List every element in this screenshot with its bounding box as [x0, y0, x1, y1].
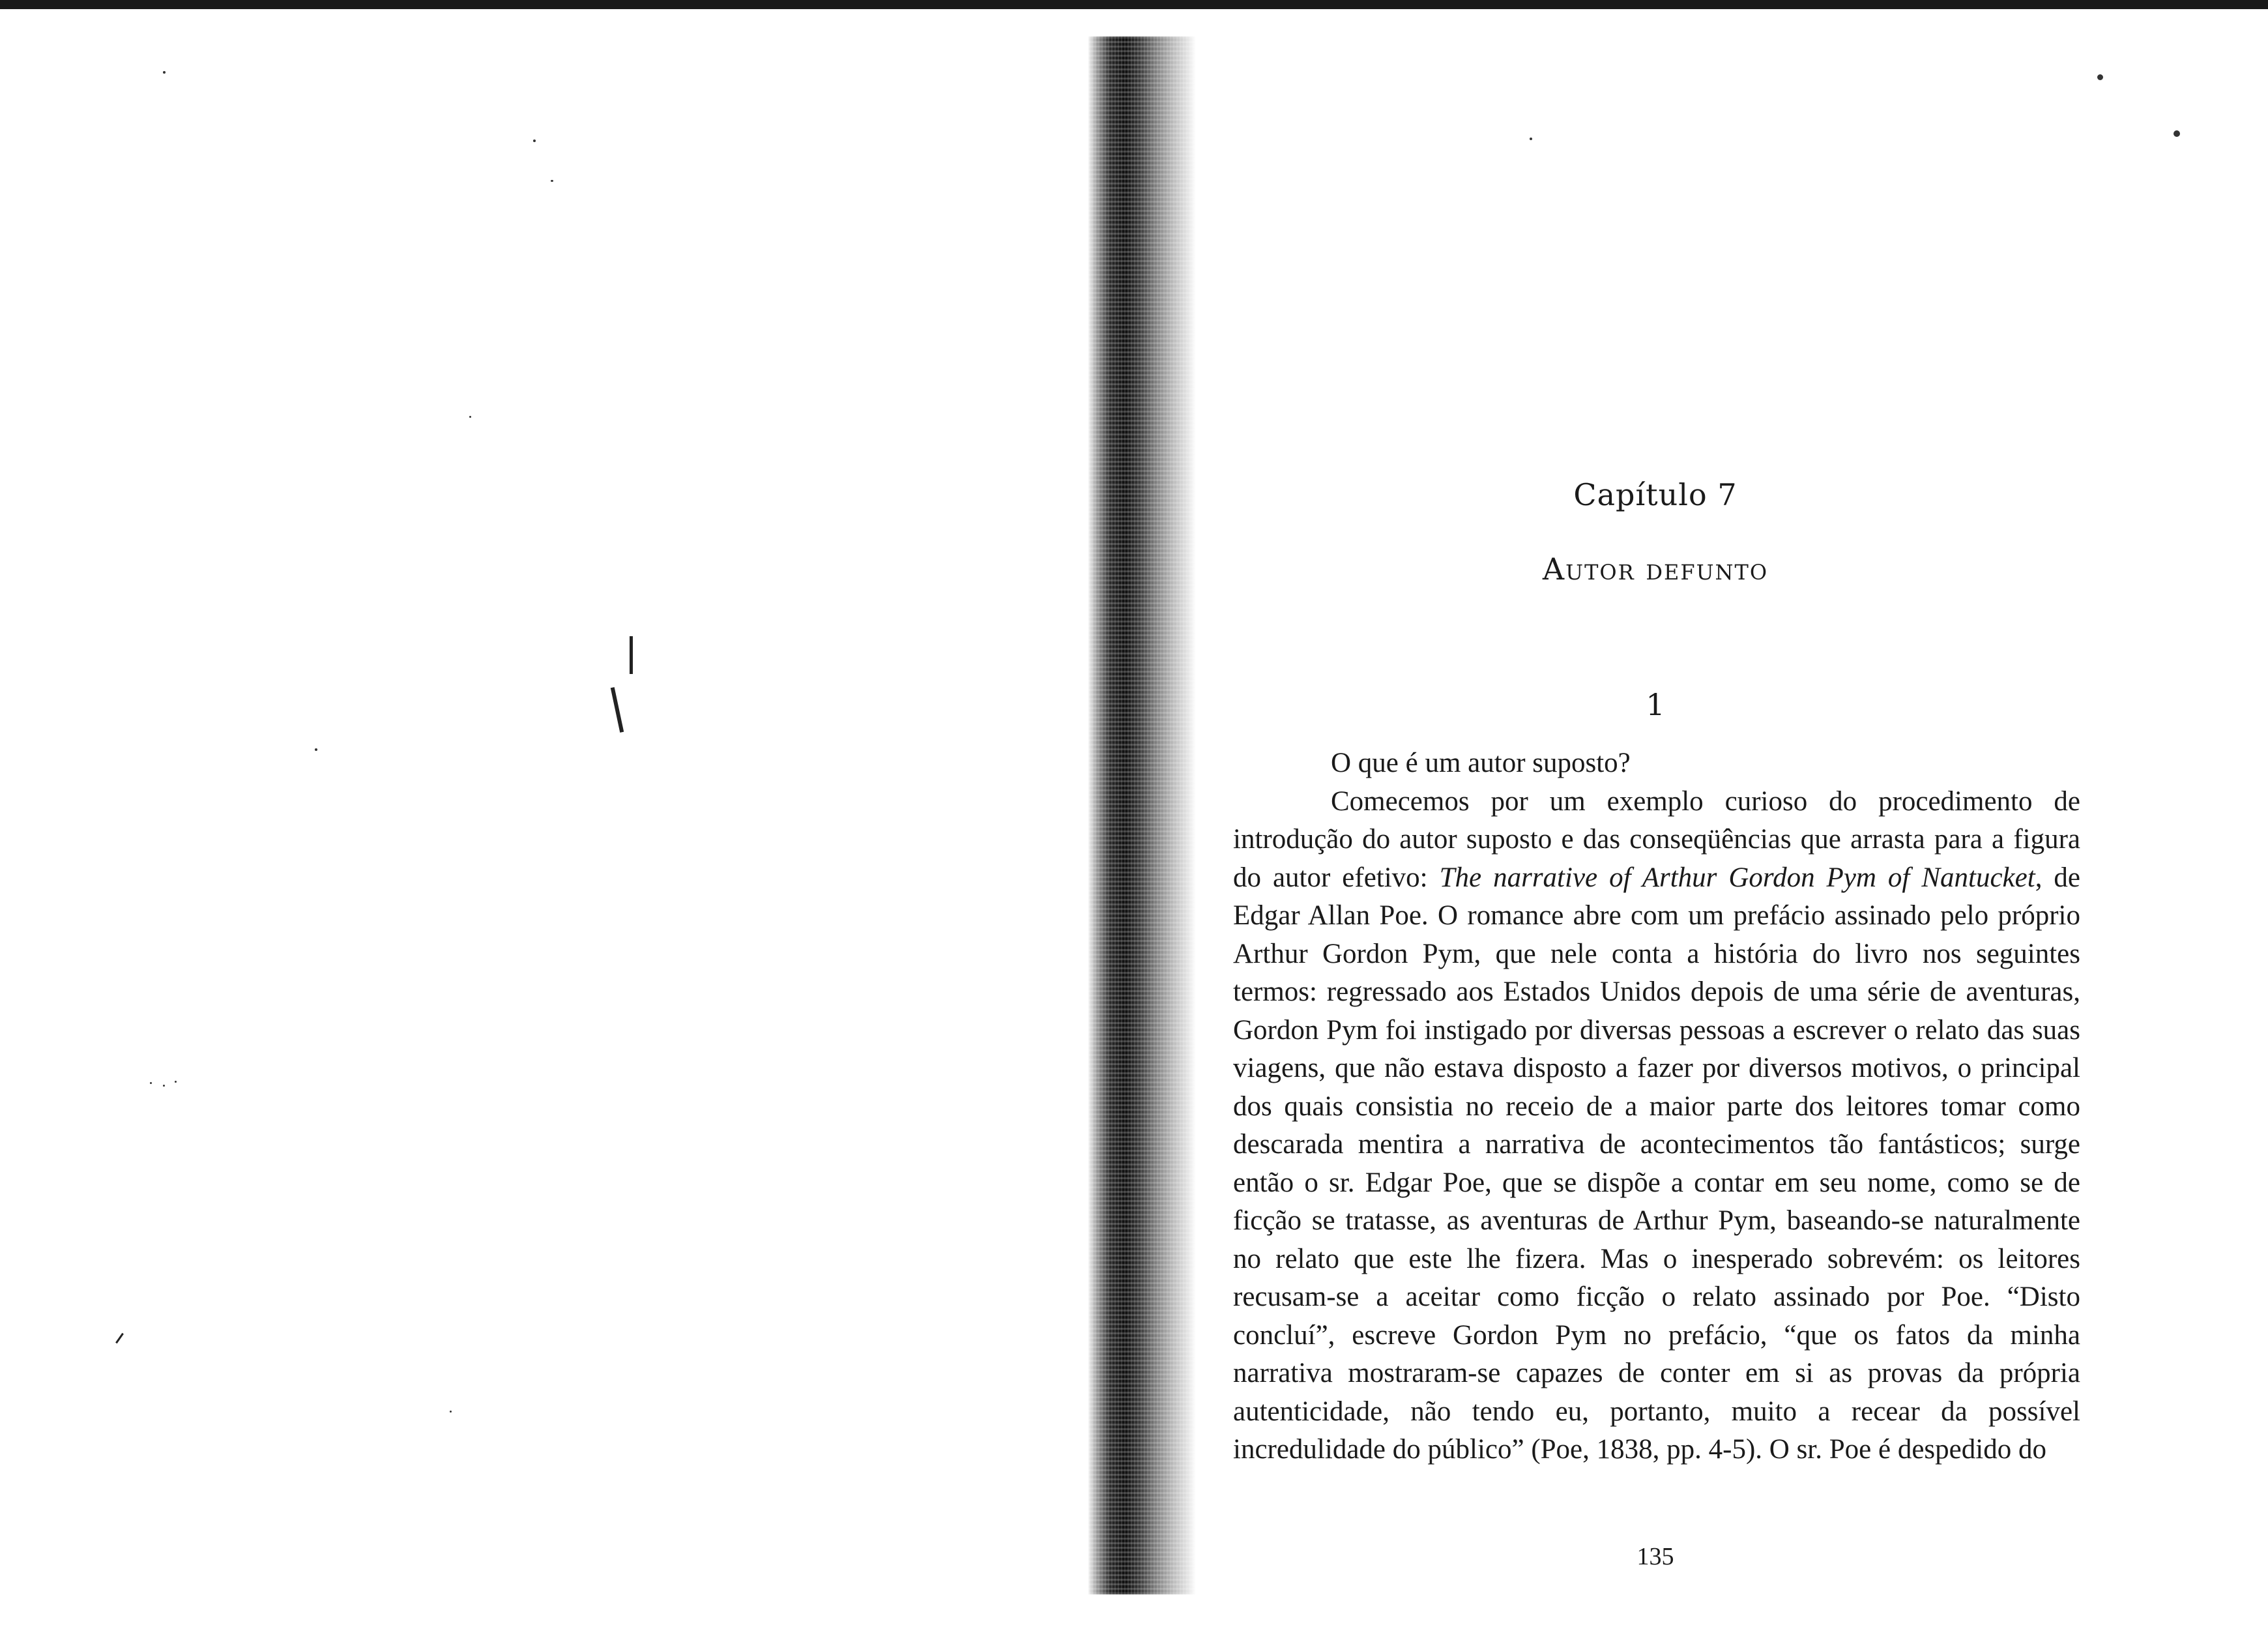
scan-speck [175, 1081, 177, 1083]
book-spine-shadow [1088, 37, 1196, 1594]
scan-speck [2174, 130, 2180, 137]
scan-speck [469, 416, 471, 418]
scan-pen-mark [115, 1333, 124, 1343]
left-page-blank [0, 9, 1088, 1627]
body-question: O que é um autor suposto? [1331, 748, 1631, 778]
scan-speck [1530, 138, 1532, 140]
scan-speck [551, 180, 553, 182]
scan-top-edge [0, 0, 2268, 9]
right-page [1196, 9, 2268, 1627]
chapter-label: Capítulo 7 [1573, 477, 1737, 512]
scan-speck [150, 1082, 152, 1084]
scan-pen-mark [611, 687, 624, 733]
section-number: 1 [1646, 687, 1665, 722]
paragraph-rest: , de Edgar Allan Poe. O romance abre com um prefácio assinado pelo próprio Arthur Gordon Pym, que nele conta a história do livro nos seguintes termos: regressado aos Estados Unidos depois de uma série de aventuras, Gordon Pym foi instigado por diversas pessoas a escrever o relato das suas viagens, que não estava disposto a fazer por diversos motivos, o principal dos quais consistia no receio de a maior parte dos leitores tomar como descarada mentira a narrativa de acontecimentos tão fantásticos; surge então o sr. Edgar Poe, que se dispõe a contar em seu nome, como se de ficção se tratasse, as aventuras de Arthur Pym, baseando-se naturalmente no relato que este lhe fizera. Mas o inesperado sobrevém: os leitores recusam-se a aceitar como ficção o relato assinado por Poe. “Disto concluí”, escreve Gordon Pym no prefácio, “que os fatos da minha narrativa mostraram-se capazes de conter em si as provas da própria autenticidade, não tendo eu, portanto, muito a recear da possível incredulidade do público” (Poe, 1838, pp. 4-5). O sr. Poe é despedido do [1233, 862, 2080, 1465]
scan-speck [533, 139, 536, 142]
scan-speck [315, 748, 317, 751]
chapter-body [1233, 744, 2080, 1469]
page-number: 135 [1636, 1543, 1674, 1570]
scan-speck [2097, 74, 2103, 80]
book-title: The narrative of Arthur Gordon Pym of Nantucket [1439, 862, 2035, 893]
chapter-title: Autor defunto [1542, 551, 1769, 587]
scan-speck [450, 1411, 452, 1413]
paragraph-intro: Comecemos por um exemplo curioso do procedimento de introdução do autor suposto e das conseqüências que arrasta para a figura do autor efetivo: [1233, 785, 2080, 893]
body-paragraph [1233, 783, 2080, 1469]
scan-speck [163, 71, 166, 74]
scan-speck [163, 1085, 165, 1087]
scan-pen-mark [630, 636, 633, 674]
